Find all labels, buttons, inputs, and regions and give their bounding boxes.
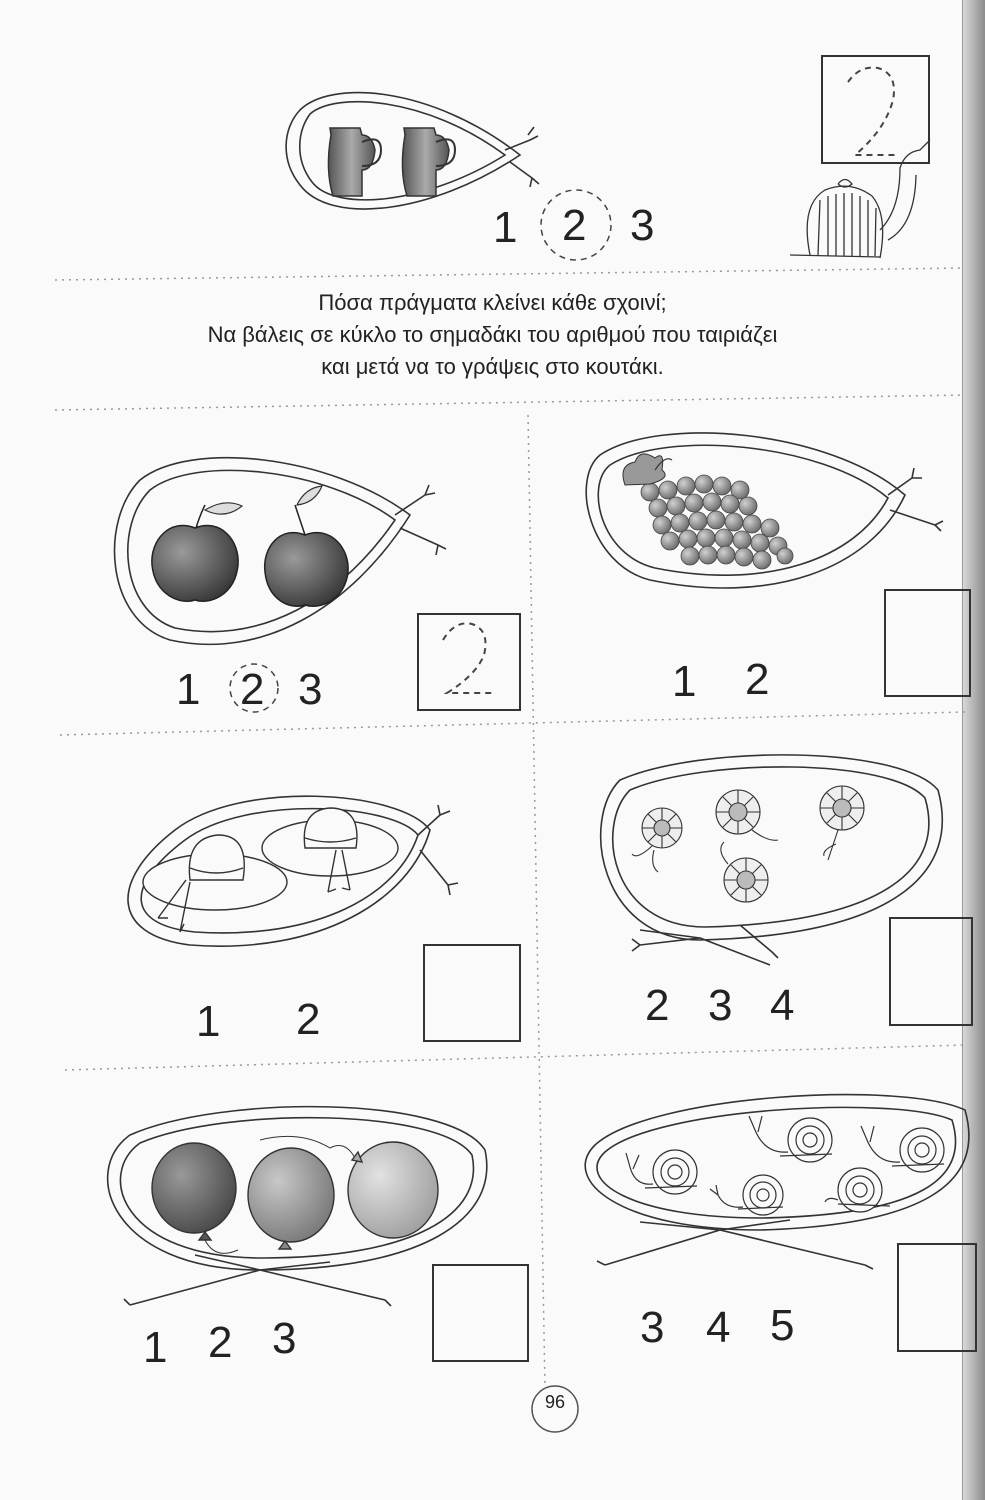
girl-icon	[790, 140, 930, 258]
balloon-icon	[152, 1136, 438, 1253]
example-option-1[interactable]: 1	[493, 203, 518, 252]
flowers-option-2[interactable]: 2	[645, 981, 670, 1030]
snails-option-3[interactable]: 3	[640, 1303, 665, 1352]
example-option-2[interactable]: 2	[562, 201, 587, 250]
snails-option-5[interactable]: 5	[770, 1301, 795, 1350]
example-option-3[interactable]: 3	[630, 201, 655, 250]
balloons-answer-box	[433, 1265, 528, 1361]
flowers-answer-box	[890, 918, 972, 1025]
apples-option-2[interactable]: 2	[240, 665, 265, 714]
flower-icon	[632, 786, 864, 902]
grapes-answer-box	[885, 590, 970, 696]
apple-traced-digit	[443, 623, 492, 693]
hats-option-1[interactable]: 1	[196, 997, 221, 1046]
flowers-option-4[interactable]: 4	[770, 981, 795, 1030]
balloons-option-1[interactable]: 1	[143, 1323, 168, 1372]
flowers-option-3[interactable]: 3	[708, 981, 733, 1030]
grapes-option-1[interactable]: 1	[672, 657, 697, 706]
instruction-line-2: Να βάλεις σε κύκλο το σημαδάκι του αριθμού που ταιριάζει	[207, 322, 778, 347]
grapes-option-2[interactable]: 2	[745, 655, 770, 704]
apple-icon	[152, 486, 348, 606]
balloons-option-3[interactable]: 3	[272, 1314, 297, 1363]
balloons-option-2[interactable]: 2	[208, 1318, 233, 1367]
example-traced-digit	[848, 68, 895, 155]
example-writing-box	[822, 56, 929, 163]
apple-answer-box	[418, 614, 520, 710]
snail-icon	[626, 1116, 944, 1215]
snails-answer-box	[898, 1244, 976, 1351]
snails-option-4[interactable]: 4	[706, 1303, 731, 1352]
instruction-line-1: Πόσα πράγματα κλείνει κάθε σχοινί;	[318, 290, 667, 315]
jug-icon	[328, 128, 455, 196]
instruction-line-3: και μετά να το γράψεις στο κουτάκι.	[321, 354, 664, 379]
hats-option-2[interactable]: 2	[296, 995, 321, 1044]
hats-answer-box	[424, 945, 520, 1041]
grapes-icon	[623, 454, 793, 569]
apples-option-3[interactable]: 3	[298, 665, 323, 714]
flowers-rope	[601, 755, 943, 965]
apples-option-1[interactable]: 1	[176, 665, 201, 714]
page-number: 96	[544, 1392, 566, 1412]
